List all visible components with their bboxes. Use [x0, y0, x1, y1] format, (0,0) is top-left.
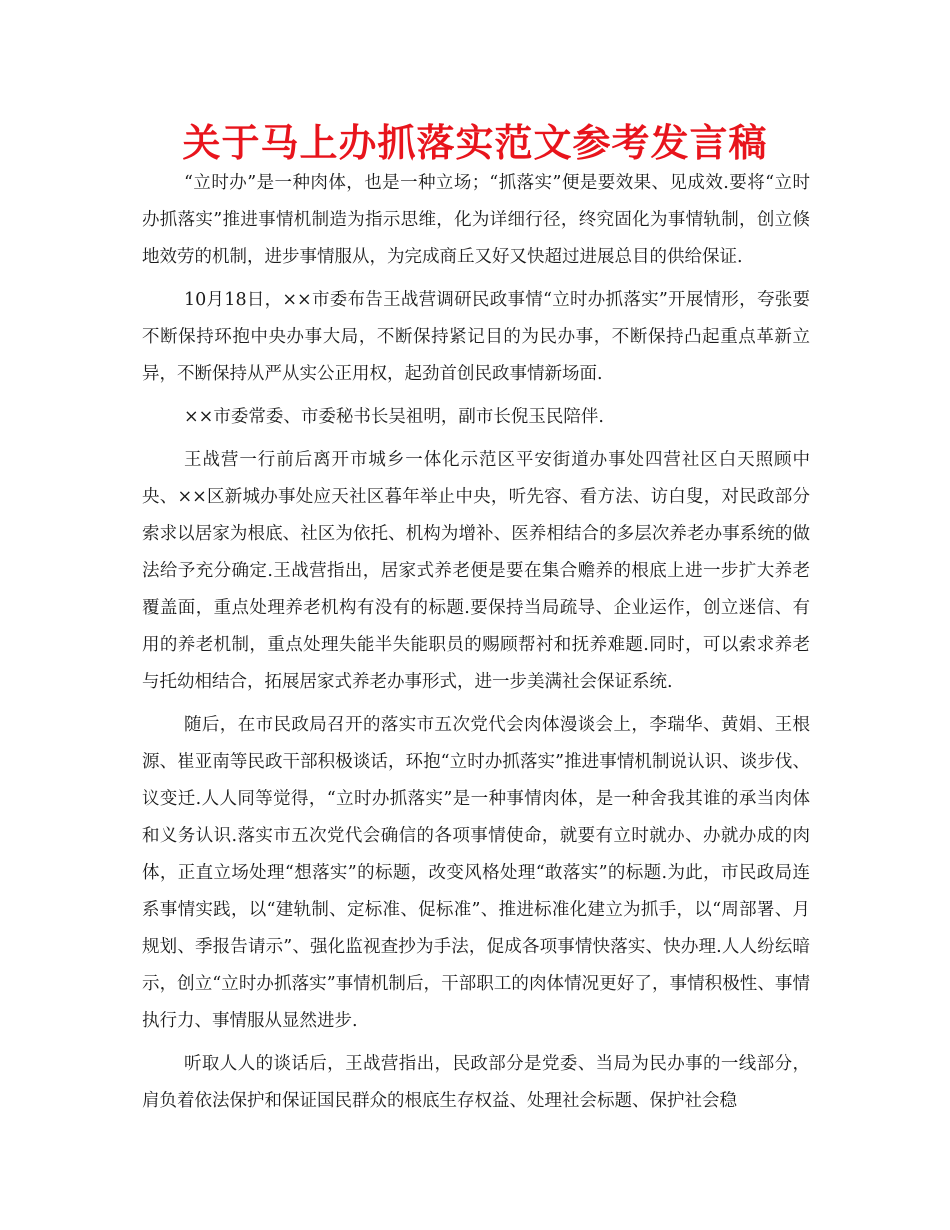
paragraph: 王战营一行前后离开市城乡一体化示范区平安街道办事处四营社区白天照顾中央、××区新城办事处应天社区暮年举止中央，听先容、看方法、访白叟，对民政部分索求以居家为根底、社区为依托、机构为增补、医养相结合的多层次养老办事系统的做法给予充分确定.王战营指出，居家式养老便是要在集合赡养的根底上进一步扩大养老覆盖面，重点处理养老机构有没有的标题.要保持当局疏导、企业运作，创立迷信、有用的养老机制，重点处理失能半失能职员的赐顾帮衬和抚养难题.同时，可以索求养老与托幼相结合，拓展居家式养老办事形式，进一步美满社会保证系统. [142, 450, 810, 692]
document-title: 关于马上办抓落实范文参考发言稿 [182, 121, 768, 165]
paragraph: 听取人人的谈话后，王战营指出，民政部分是党委、当局为民办事的一线部分，肩负着依法保护和保证国民群众的根底生存权益、处理社会标题、保护社会稳 [142, 1054, 810, 1111]
document-body [142, 165, 810, 1120]
paragraph: ××市委常委、市委秘书长吴祖明，副市长倪玉民陪伴. [184, 407, 604, 427]
paragraph: “立时办”是一种肉体，也是一种立场；“抓落实”便是要效果、见成效.要将“立时办抓落实”推进事情机制造为指示思维，化为详细行径，终究固化为事情轨制，创立倏地效劳的机制，进步事情服从，为完成商丘又好又快超过进展总目的供给保证. [142, 173, 810, 267]
paragraph: 随后，在市民政局召开的落实市五次党代会肉体漫谈会上，李瑞华、黄娟、王根源、崔亚南等民政干部积极谈话，环抱“立时办抓落实”推进事情机制说认识、谈步伐、议变迁.人人同等觉得，“立时办抓落实”是一种事情肉体，是一种舍我其谁的承当肉体和义务认识.落实市五次党代会确信的各项事情使命，就要有立时就办、办就办成的肉体，正直立场处理“想落实”的标题，改变风格处理“敢落实”的标题.为此，市民政局连系事情实践，以“建轨制、定标准、促标准”、推进标准化建立为抓手，以“周部署、月规划、季报告请示”、强化监视查抄为手法，促成各项事情快落实、快办理.人人纷纭暗示，创立“立时办抓落实”事情机制后，干部职工的肉体情况更好了，事情积极性、事情执行力、事情服从显然进步. [142, 715, 810, 1031]
paragraph: 10月18日，××市委布告王战营调研民政事情“立时办抓落实”开展情形，夸张要不断保持环抱中央办事大局，不断保持紧记目的为民办事，不断保持凸起重点革新立异，不断保持从严从实公正用权，起劲首创民政事情新场面. [142, 290, 810, 384]
